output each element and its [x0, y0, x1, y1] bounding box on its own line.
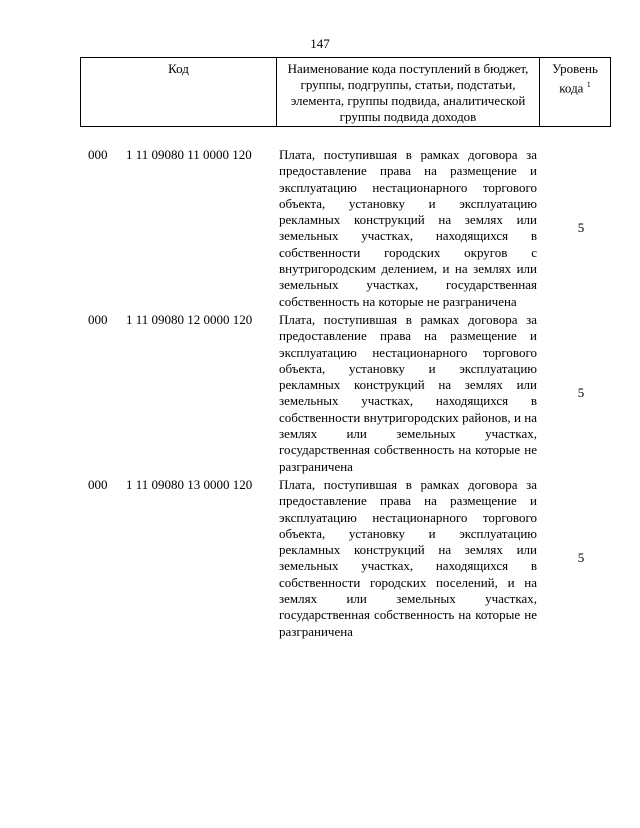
- table-row: [80, 147, 611, 310]
- revenue-code: 1 11 09080 11 0000 120: [126, 147, 252, 162]
- table-header: [80, 57, 611, 127]
- code-level-value: 5: [577, 220, 585, 236]
- revenue-name: Плата, поступившая в рамках договора за предоставление права на размещение и эксплуатацию нестационарного торгового объекта, установку и эксплуатацию рекламных конструкций на землях или земельных участках, находящихся в собственности внутригородских районов, и на землях или земельных участках, государственная собственность на которые не разграничена: [279, 311, 537, 474]
- table-row: [80, 477, 611, 640]
- header-name-label: Наименование кода поступлений в бюджет, группы, подгруппы, статьи, подстатьи, элемента, группы подвида, аналитической группы подвида доходов: [287, 61, 529, 124]
- table-row: [80, 312, 611, 475]
- header-name-cell: [277, 58, 540, 126]
- header-code-label: Код: [168, 61, 189, 76]
- code-level: [537, 312, 611, 475]
- header-level-label: Уровень кода: [552, 61, 598, 96]
- header-level-cell: [540, 58, 610, 126]
- revenue-name: Плата, поступившая в рамках договора за предоставление права на размещение и эксплуатацию нестационарного торгового объекта, установку и эксплуатацию рекламных конструкций на землях или земельных участках, находящихся в собственности городских поселений, и на землях или земельных участках, государственная собственность на которые не разграничена: [279, 476, 537, 639]
- admin-code: 000: [88, 147, 108, 162]
- code-level-value: 5: [577, 385, 585, 401]
- revenue-name: Плата, поступившая в рамках договора за предоставление права на размещение и эксплуатацию нестационарного торгового объекта, установку и эксплуатацию рекламных конструкций на землях или земельных участках, находящихся в собственности городских округов с внутригородским делением, и на землях или земельных участках, государственная собственность на которые не разграничена: [279, 147, 537, 309]
- code-level-value: 5: [577, 550, 585, 566]
- header-code-cell: [81, 58, 277, 126]
- footnote-marker: 1: [586, 80, 591, 89]
- table-body: [80, 147, 611, 642]
- page-number: 147: [310, 36, 330, 51]
- code-level: [537, 477, 611, 640]
- revenue-code: 1 11 09080 12 0000 120: [126, 311, 253, 327]
- admin-code: 000: [88, 476, 108, 492]
- revenue-code: 1 11 09080 13 0000 120: [126, 476, 253, 492]
- admin-code: 000: [88, 311, 108, 327]
- code-level: [537, 147, 611, 310]
